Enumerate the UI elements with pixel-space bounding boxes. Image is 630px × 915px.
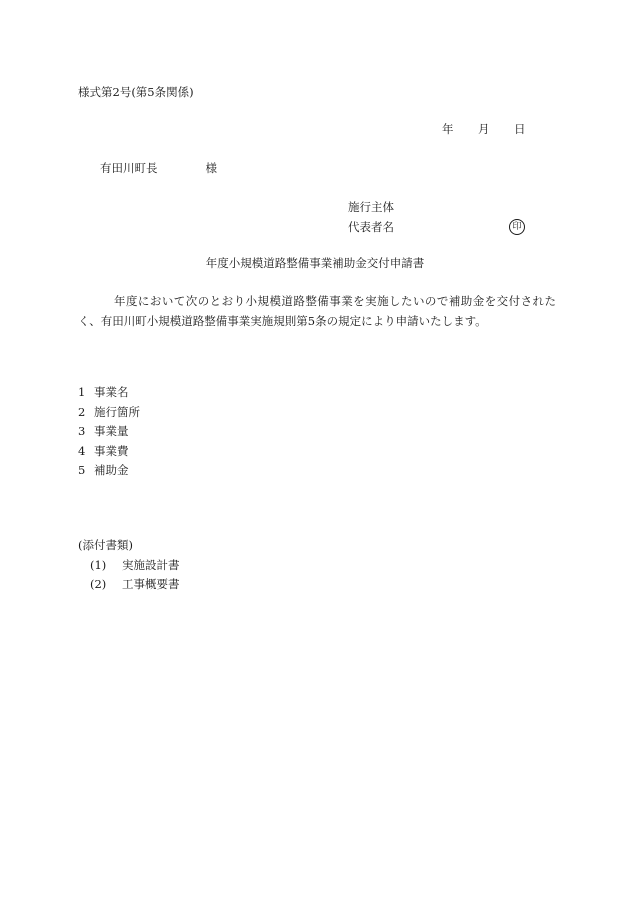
item-list: [78, 384, 140, 482]
seal-mark: 印: [509, 219, 525, 235]
applicant-representative-row: [348, 217, 525, 237]
item-number: 1: [78, 385, 86, 399]
attachment-item: [78, 576, 180, 596]
list-item: [78, 384, 140, 404]
item-number: 5: [78, 463, 86, 477]
body-paragraph: 年度において次のとおり小規模道路整備事業を実施したいので補助金を交付されたく、有田川町小規模道路整備事業実施規則第5条の規定により申請いたします。: [78, 294, 556, 328]
attachment-label: 実施設計書: [122, 557, 180, 572]
list-item: [78, 462, 140, 482]
attachment-item: [78, 557, 180, 577]
document-title: 年度小規模道路整備事業補助金交付申請書: [205, 256, 425, 270]
attachments-section: [78, 537, 180, 596]
date-day: 日: [514, 122, 526, 136]
item-label: 事業量: [94, 424, 129, 438]
list-item: [78, 423, 140, 443]
addressee-honorific: 様: [205, 161, 217, 175]
attachment-number: (1): [90, 557, 107, 572]
item-label: 事業名: [94, 385, 129, 399]
item-number: 3: [78, 424, 86, 438]
addressee-name: 有田川町長: [100, 161, 158, 175]
applicant-representative-label: 代表者名: [348, 220, 394, 234]
attachment-number: (2): [90, 577, 107, 591]
addressee: [100, 160, 217, 176]
date-year: 年: [442, 122, 454, 136]
item-label: 事業費: [94, 443, 129, 458]
item-label: 補助金: [94, 463, 129, 477]
form-number: 様式第2号(第5条関係): [78, 85, 194, 99]
list-item: [78, 443, 140, 463]
date-line: [442, 121, 526, 137]
attachment-label: 工事概要書: [122, 577, 180, 591]
item-number: 4: [78, 443, 86, 458]
date-month: 月: [478, 122, 490, 136]
item-label: 施行箇所: [94, 404, 140, 419]
applicant-entity-label: 施行主体: [348, 200, 394, 214]
item-number: 2: [78, 404, 86, 419]
applicant-block: [348, 197, 525, 237]
applicant-entity-row: [348, 197, 525, 217]
list-item: [78, 404, 140, 424]
attachments-heading: (添付書類): [78, 538, 133, 552]
